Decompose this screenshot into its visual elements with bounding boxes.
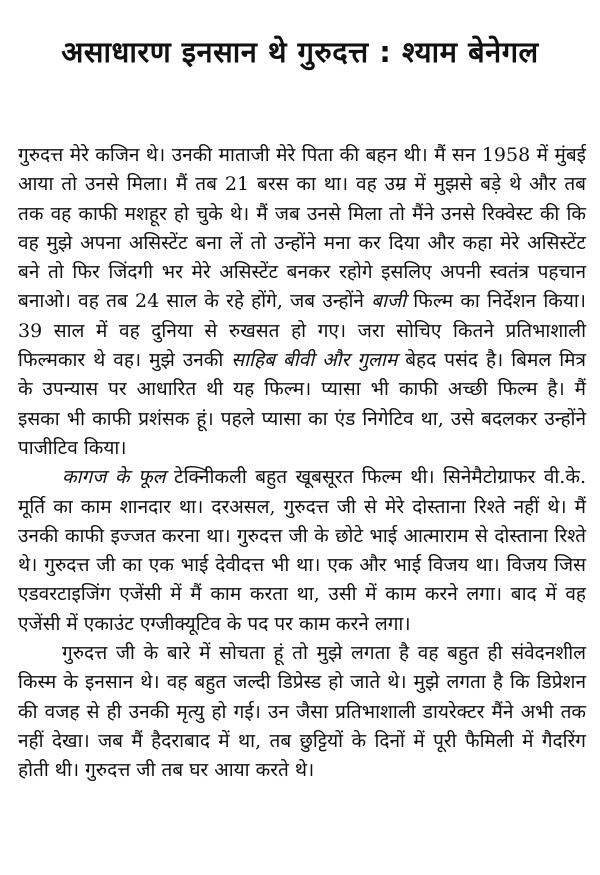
text-segment: बनाओ। वह तब 24 साल के रहे होंगे, जब उन्होंने — [18, 290, 372, 313]
paragraph-line — [18, 493, 586, 522]
film-title-italic: साहिब बीवी और गुलाम — [231, 349, 398, 372]
text-segment: 39 साल में वह दुनिया से रुखसत हो गए। जरा सोचिए कितने प्रतिभाशाली — [18, 319, 586, 342]
article-body — [18, 141, 586, 786]
text-segment: फिल्मकार थे वह। मुझे उनकी — [18, 349, 232, 372]
text-segment: मूर्ति का काम शानदार था। दरअसल, गुरुदत्त जी से मेरे दोस्ताना रिश्ते नहीं थे। मैं — [18, 495, 586, 518]
film-title-italic: कागज के फूल — [62, 466, 166, 489]
text-segment: इसका भी काफी प्रशंसक हूं। पहले प्यासा का एंड निगेटिव था, उसे बदलकर उन्होंने — [18, 407, 586, 430]
paragraph-line — [18, 727, 586, 756]
article-title: असाधारण इनसान थे गुरुदत्त : श्याम बेनेगल — [61, 35, 539, 69]
paragraph-line — [18, 287, 586, 316]
paragraph-line — [18, 405, 586, 434]
text-segment: टेक्निीकली बहुत खूबसूरत फिल्म थी। सिनेमैटोग्राफर वी.के. — [165, 466, 586, 489]
paragraph-line — [18, 522, 586, 551]
film-title-italic: बाजी — [371, 290, 407, 313]
text-segment: की वजह से ही उनकी मृत्यु हो गई। उन जैसा प्रतिभाशाली डायरेक्टर मैंने अभी तक — [18, 700, 586, 723]
paragraph-line — [18, 463, 586, 492]
text-segment: आया तो उनसे मिला। मैं तब 21 बरस का था। वह उम्र में मुझसे बड़े थे और तब — [18, 173, 586, 196]
text-segment: थे। गुरुदत्त जी का एक भाई देवीदत्त भी था। एक और भाई विजय था। विजय जिस — [18, 554, 586, 577]
paragraph-line — [18, 610, 586, 639]
text-segment: पाजीटिव किया। — [18, 436, 127, 459]
text-segment: के उपन्यास पर आधारित थी यह फिल्म। प्यासा भी काफी अच्छी फिल्म है। मैं — [18, 378, 586, 401]
paragraph-line — [18, 258, 586, 287]
text-segment: होती थी। गुरुदत्त जी तब घर आया करते थे। — [18, 759, 315, 782]
text-segment: बने तो फिर जिंदगी भर मेरे असिस्टेंट बनकर रहोगे इसलिए अपनी स्वतंत्र पहचान — [18, 261, 586, 284]
text-segment: गुरुदत्त मेरे कजिन थे। उनकी माताजी मेरे पिता की बहन थी। मैं सन 1958 में मुंबई — [18, 144, 586, 166]
text-segment: फिल्म का निर्देशन किया। — [406, 290, 586, 313]
text-segment: उनकी काफी इज्जत करना था। गुरुदत्त जी के छोटे भाई आत्माराम से दोस्ताना रिश्ते — [18, 524, 586, 547]
paragraph-line — [18, 170, 586, 199]
text-segment: एजेंसी में एकाउंट एग्जीक्यूटिव के पद पर काम करने लगा। — [18, 612, 411, 635]
paragraph-line — [18, 551, 586, 580]
paragraph-line — [18, 698, 586, 727]
paragraph-line — [18, 200, 586, 229]
text-segment: बेहद पसंद है। बिमल मित्र — [397, 349, 586, 372]
paragraph-line — [18, 141, 586, 170]
text-segment: किस्म के इनसान थे। वह बहुत जल्दी डिप्रेस्ड हो जाते थे। मुझे लगता है कि डिप्रेशन — [18, 671, 586, 694]
text-segment: नहीं देखा। जब मैं हैदराबाद में था, तब छुट्टियों के दिनों में पूरी फैमिली में गैदरिंग — [18, 729, 586, 752]
text-segment: गुरुदत्त जी के बारे में सोचता हूं तो मुझे लगता है वह बहुत ही संवेदनशील — [62, 642, 586, 665]
text-segment: तक वह काफी मशहूर हो चुके थे। मैं जब उनसे मिला तो मैंने उनसे रिक्वेस्ट की कि — [18, 202, 586, 225]
text-segment: वह मुझे अपना असिस्टेंट बना लें तो उन्होंने मना कर दिया और कहा मेरे असिस्टेंट — [18, 231, 586, 254]
paragraph-line — [18, 668, 586, 697]
paragraph-line — [18, 639, 586, 668]
text-segment: एडवरटाइजिंग एजेंसी में मैं काम करता था, उसी में काम करने लगा। बाद में वह — [18, 583, 586, 606]
paragraph-line — [18, 317, 586, 346]
paragraph-line — [18, 434, 586, 463]
paragraph-line — [18, 756, 586, 785]
paragraph-line — [18, 580, 586, 609]
paragraph-line — [18, 229, 586, 258]
paragraph-line — [18, 375, 586, 404]
paragraph-line — [18, 346, 586, 375]
